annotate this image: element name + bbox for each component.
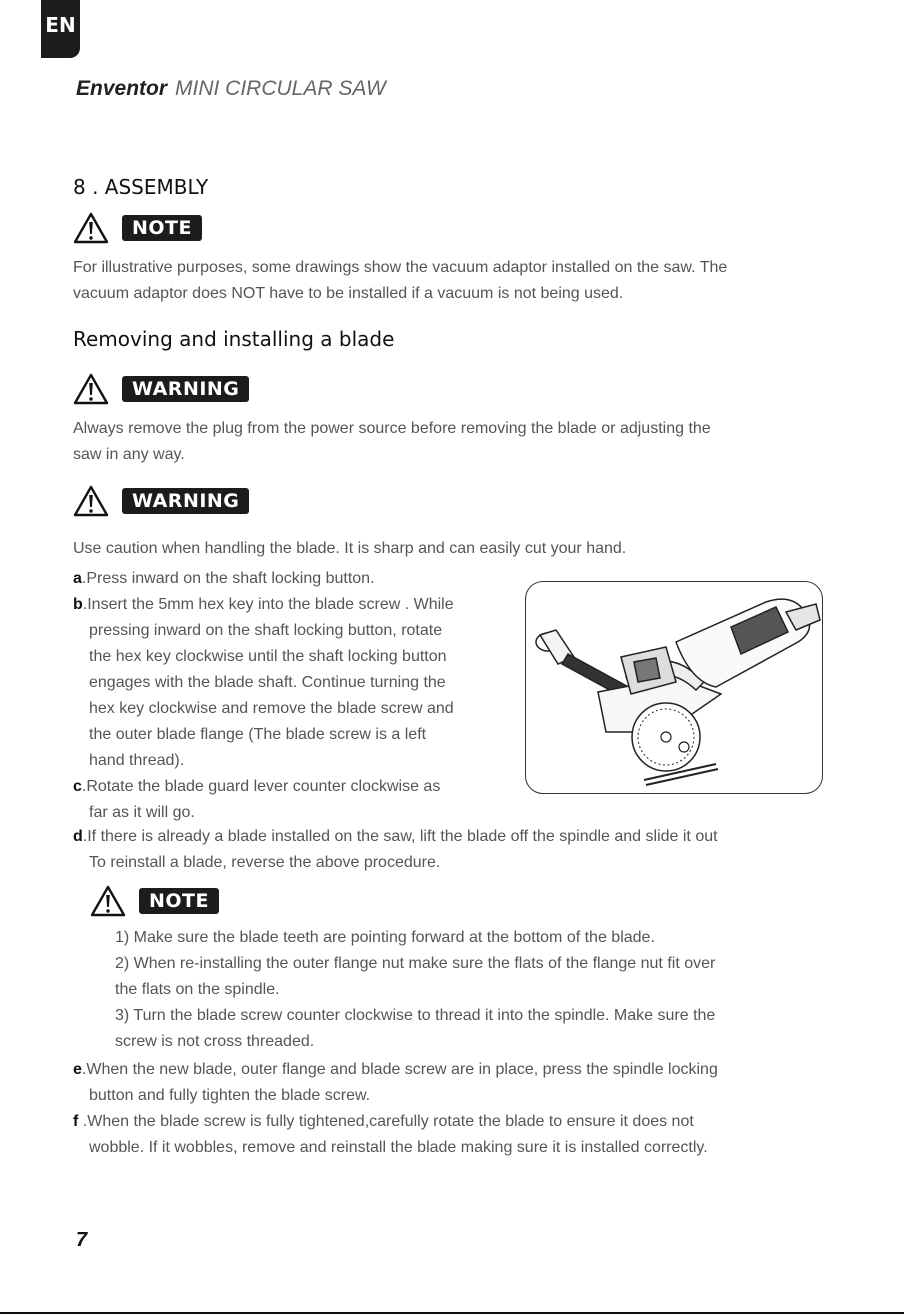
warning-badge: WARNING [122, 488, 249, 514]
language-tab [41, 0, 80, 58]
note-list [115, 925, 715, 1055]
brand-name: Enventor [76, 77, 168, 100]
note-text [73, 255, 727, 307]
warning-triangle-icon [72, 484, 110, 518]
warning-triangle-icon [72, 372, 110, 406]
step-b: b.Insert the 5mm hex key into the blade screw . While pressing inward on the shaft locking button, rotate the hex key clockwise until the shaft locking button engages with the blade shaft. Continue turning the hex key clockwise and remove the blade screw and the outer blade flange (The blade screw is a left hand thread). [73, 596, 454, 769]
step-list [73, 566, 523, 826]
step-a: a.Press inward on the shaft locking button. [73, 570, 375, 587]
language-label: EN [45, 13, 76, 37]
note-line: vacuum adaptor does NOT have to be installed if a vacuum is not being used. [73, 285, 624, 302]
warning-line: Always remove the plug from the power source before removing the blade or adjusting the [73, 420, 711, 437]
step-d: d.If there is already a blade installed on the saw, lift the blade off the spindle and slide it out To reinstall a blade, reverse the above procedure. [73, 828, 718, 871]
note-callout [89, 884, 219, 918]
warning-text [73, 536, 626, 562]
warning-line: saw in any way. [73, 446, 185, 463]
step-f: f .When the blade screw is fully tightened,carefully rotate the blade to ensure it does not wobble. If it wobbles, remove and reinstall the blade making sure it is installed correctly. [73, 1113, 708, 1156]
page-number: 7 [76, 1229, 88, 1251]
note-line: 3) Turn the blade screw counter clockwise to thread it into the spindle. Make sure the [115, 1007, 716, 1024]
note-line: the flats on the spindle. [115, 981, 280, 998]
note-line: screw is not cross threaded. [115, 1033, 315, 1050]
saw-illustration [525, 581, 823, 794]
note-line: 2) When re-installing the outer flange nut make sure the flats of the flange nut fit over [115, 955, 716, 972]
note-callout [72, 211, 202, 245]
step-c: c.Rotate the blade guard lever counter clockwise as far as it will go. [73, 778, 441, 821]
step-e: e.When the new blade, outer flange and blade screw are in place, press the spindle locking button and fully tighten the blade screw. [73, 1061, 718, 1104]
note-badge: NOTE [122, 215, 202, 241]
product-name: MINI CIRCULAR SAW [175, 77, 386, 100]
warning-badge: WARNING [122, 376, 249, 402]
warning-line: Use caution when handling the blade. It is sharp and can easily cut your hand. [73, 540, 627, 557]
page-header [76, 77, 386, 101]
note-line: For illustrative purposes, some drawings show the vacuum adaptor installed on the saw. The [73, 259, 728, 276]
step-list-end [73, 1057, 718, 1161]
warning-text [73, 416, 711, 468]
bottom-divider [0, 1312, 904, 1314]
note-badge: NOTE [139, 888, 219, 914]
warning-triangle-icon [72, 211, 110, 245]
warning-triangle-icon [89, 884, 127, 918]
warning-callout [72, 372, 249, 406]
section-title: 8 . ASSEMBLY [73, 175, 209, 199]
warning-callout [72, 484, 249, 518]
circular-saw-drawing [526, 582, 822, 793]
note-line: 1) Make sure the blade teeth are pointing forward at the bottom of the blade. [115, 929, 655, 946]
subsection-title: Removing and installing a blade [73, 327, 395, 351]
